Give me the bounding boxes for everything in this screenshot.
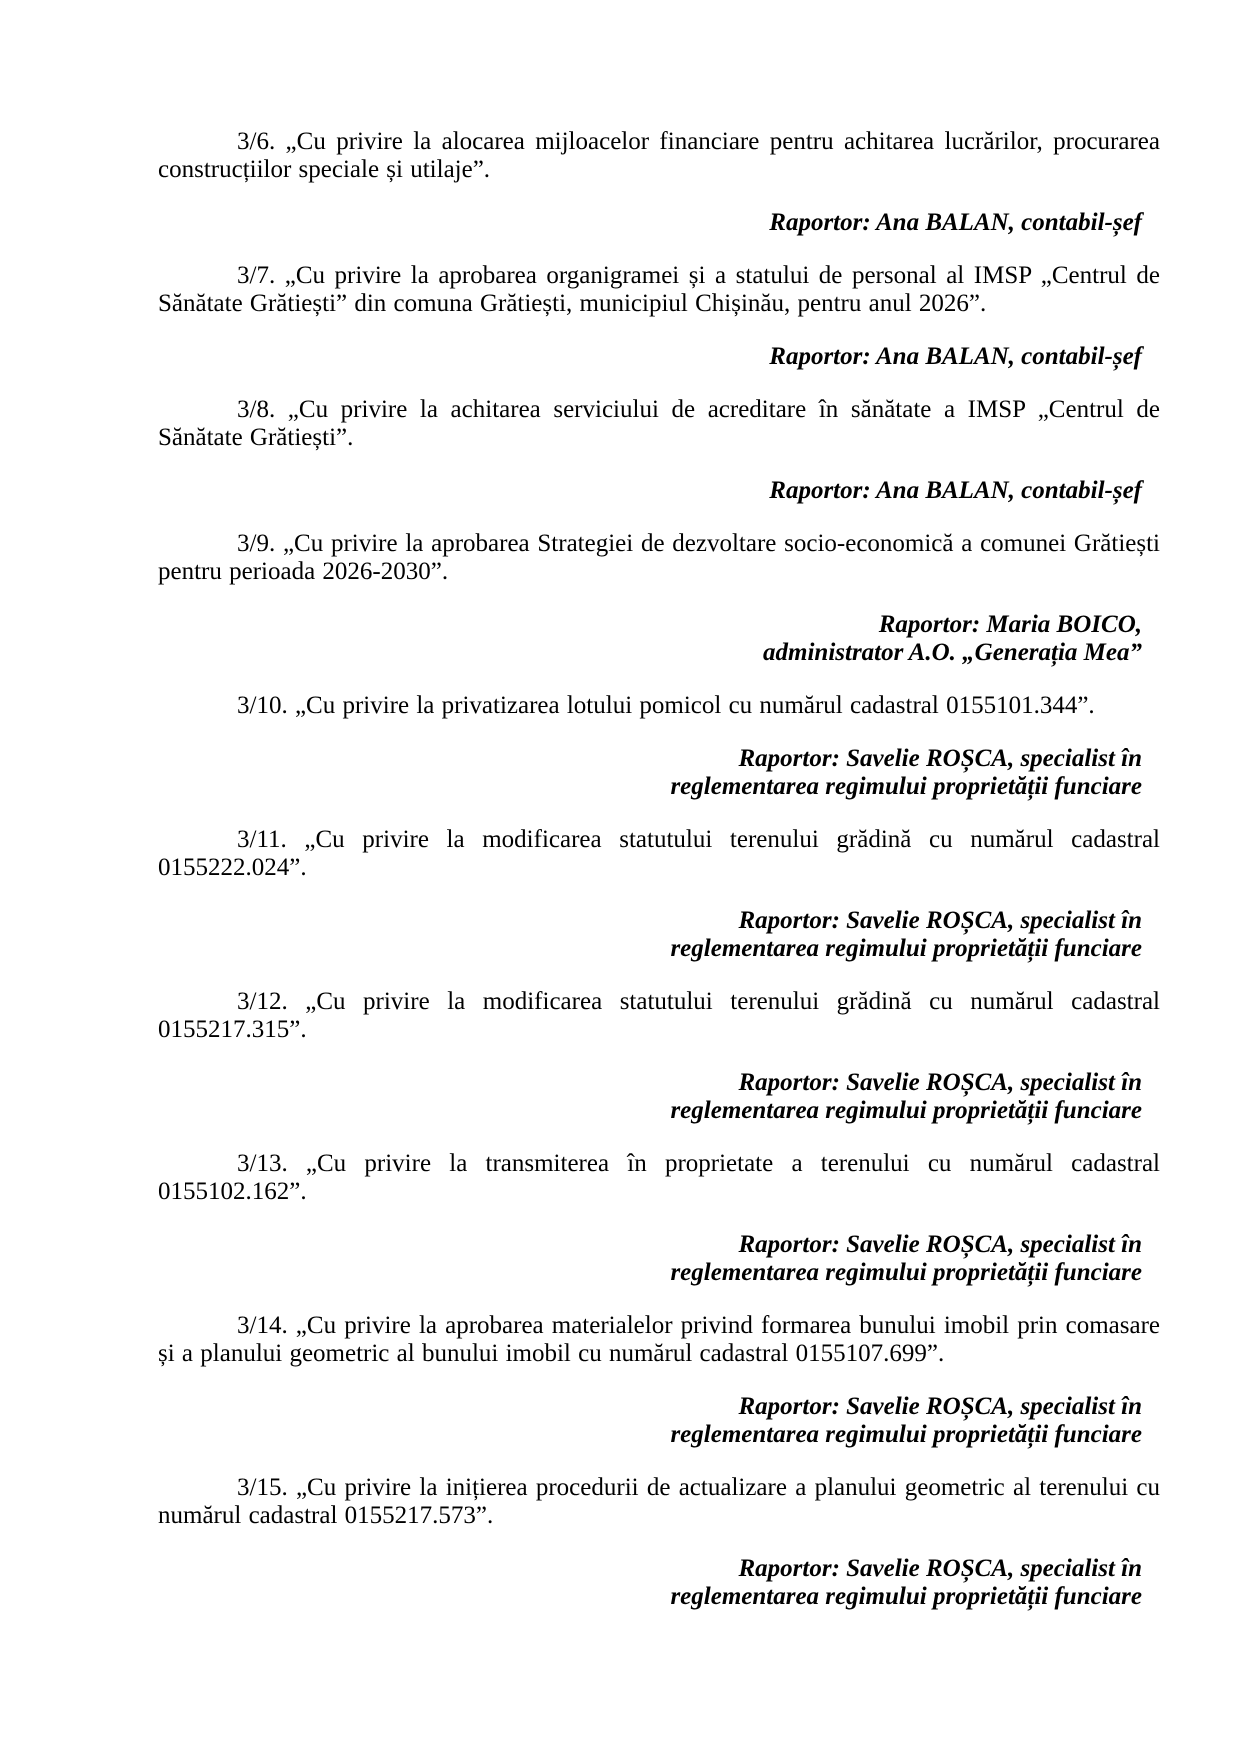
raportor-3-10 xyxy=(158,745,1160,801)
raportor-line: reglementarea regimului proprietății funciare xyxy=(670,1421,1142,1448)
raportor-3-13 xyxy=(158,1231,1160,1287)
agenda-item-3-7: 3/7. „Cu privire la aprobarea organigramei și a statului de personal al IMSP „Centrul de Sănătate Grătiești” din comuna Grătiești, municipiul Chișinău, pentru anul 2026”. xyxy=(158,262,1160,317)
agenda-item-3-14: 3/14. „Cu privire la aprobarea materialelor privind formarea bunului imobil prin comasare și a planului geometric al bunului imobil cu numărul cadastral 0155107.699”. xyxy=(158,1312,1160,1367)
raportor-line: Raportor: Savelie ROȘCA, specialist în xyxy=(738,1555,1142,1582)
raportor-line: Raportor: Savelie ROȘCA, specialist în xyxy=(738,745,1142,772)
agenda-item-3-12: 3/12. „Cu privire la modificarea statutului terenului grădină cu numărul cadastral 0155217.315”. xyxy=(158,988,1160,1043)
agenda-item-3-8: 3/8. „Cu privire la achitarea serviciului de acreditare în sănătate a IMSP „Centrul de Sănătate Grătiești”. xyxy=(158,396,1160,451)
agenda-item-3-10: 3/10. „Cu privire la privatizarea lotului pomicol cu numărul cadastral 0155101.344”. xyxy=(237,692,1095,719)
raportor-line: Raportor: Maria BOICO, xyxy=(878,611,1142,638)
agenda-item-3-6: 3/6. „Cu privire la alocarea mijloacelor financiare pentru achitarea lucrărilor, procurarea construcțiilor speciale și utilaje”. xyxy=(158,128,1160,183)
raportor-line: Raportor: Savelie ROȘCA, specialist în xyxy=(738,907,1142,934)
raportor-3-7 xyxy=(158,343,1160,371)
raportor-line: reglementarea regimului proprietății funciare xyxy=(670,1097,1142,1124)
raportor-line: administrator A.O. „Generația Mea” xyxy=(763,639,1142,666)
raportor-3-11 xyxy=(158,907,1160,963)
raportor-line: Raportor: Savelie ROȘCA, specialist în xyxy=(738,1231,1142,1258)
raportor-line: Raportor: Ana BALAN, contabil-șef xyxy=(769,343,1142,370)
raportor-3-9 xyxy=(158,611,1160,667)
raportor-line: Raportor: Savelie ROȘCA, specialist în xyxy=(738,1393,1142,1420)
raportor-3-15 xyxy=(158,1555,1160,1611)
agenda-item-3-11: 3/11. „Cu privire la modificarea statutului terenului grădină cu numărul cadastral 0155222.024”. xyxy=(158,826,1160,881)
raportor-3-12 xyxy=(158,1069,1160,1125)
raportor-3-6 xyxy=(158,209,1160,237)
raportor-line: reglementarea regimului proprietății funciare xyxy=(670,1259,1142,1286)
raportor-line: Raportor: Ana BALAN, contabil-șef xyxy=(769,209,1142,236)
raportor-line: Raportor: Ana BALAN, contabil-șef xyxy=(769,477,1142,504)
raportor-line: reglementarea regimului proprietății funciare xyxy=(670,935,1142,962)
raportor-3-14 xyxy=(158,1393,1160,1449)
raportor-line: Raportor: Savelie ROȘCA, specialist în xyxy=(738,1069,1142,1096)
raportor-line: reglementarea regimului proprietății funciare xyxy=(670,773,1142,800)
agenda-item-3-15: 3/15. „Cu privire la inițierea procedurii de actualizare a planului geometric al terenului cu numărul cadastral 0155217.573”. xyxy=(158,1474,1160,1529)
raportor-line: reglementarea regimului proprietății funciare xyxy=(670,1583,1142,1610)
agenda-item-3-9: 3/9. „Cu privire la aprobarea Strategiei de dezvoltare socio-economică a comunei Grătiești pentru perioada 2026-2030”. xyxy=(158,530,1160,585)
agenda-item-3-13: 3/13. „Cu privire la transmiterea în proprietate a terenului cu numărul cadastral 0155102.162”. xyxy=(158,1150,1160,1205)
raportor-3-8 xyxy=(158,477,1160,505)
